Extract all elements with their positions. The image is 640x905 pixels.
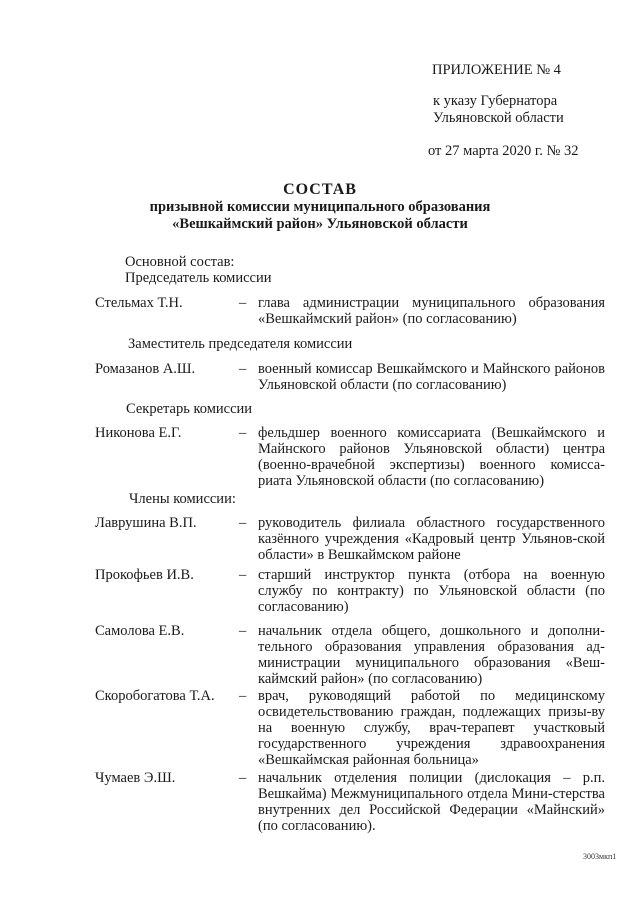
document-code: 3003мкп1 xyxy=(583,852,617,861)
dash-separator: – xyxy=(239,295,247,311)
dash-separator: – xyxy=(239,688,247,704)
document-title: СОСТАВ xyxy=(283,181,357,198)
document-subtitle-line2: «Вешкаймский район» Ульяновской области xyxy=(172,216,468,232)
section-chair: Председатель комиссии xyxy=(125,270,272,286)
section-deputy: Заместитель председателя комиссии xyxy=(128,336,353,352)
dash-separator: – xyxy=(239,623,247,639)
member-name: Скоробогатова Т.А. xyxy=(95,688,215,704)
member-name: Стельмах Т.Н. xyxy=(95,295,183,311)
member-name: Лаврушина В.П. xyxy=(95,515,197,531)
dash-separator: – xyxy=(239,770,247,786)
member-position: начальник отдела общего, дошкольного и дополни-тельного образования управления образования ад-министрации муниципального образования «Веш-каймский район» (по согласованию) xyxy=(258,623,605,687)
appendix-number: ПРИЛОЖЕНИЕ № 4 xyxy=(432,62,561,78)
member-position: начальник отделения полиции (дислокация – р.п. Вешкайма) Межмуниципального отдела Мини-стерства внутренних дел Российской Федерации «Майнский» (по согласованию). xyxy=(258,770,605,834)
decree-date: от 27 марта 2020 г. № 32 xyxy=(428,143,579,159)
member-position: фельдшер военного комиссариата (Вешкаймского и Майнского районов Ульяновской области) центра (военно-врачебной экспертизы) военного комисса-риата Ульяновской области (по согласованию) xyxy=(258,425,605,489)
member-name: Самолова Е.В. xyxy=(95,623,185,639)
member-position: старший инструктор пункта (отбора на военную службу по контракту) по Ульяновской области (по согласованию) xyxy=(258,567,605,615)
section-secretary: Секретарь комиссии xyxy=(126,401,253,417)
dash-separator: – xyxy=(239,425,247,441)
member-position: врач, руководящий работой по медицинскому освидетельствованию граждан, подлежащих призы-ву на военную службу, врач-терапевт участковый государственного учреждения здравоохранения «Вешкаймская районная больница» xyxy=(258,688,605,768)
decree-reference: к указу Губернатора xyxy=(433,93,558,109)
section-main-composition: Основной состав: xyxy=(125,254,235,270)
decree-region: Ульяновской области xyxy=(433,110,564,126)
dash-separator: – xyxy=(239,567,247,583)
member-position: руководитель филиала областного государственного казённого учреждения «Кадровый центр Ульянов-ской области» в Вешкаймском районе xyxy=(258,515,605,563)
member-name: Чумаев Э.Ш. xyxy=(95,770,176,786)
document-subtitle-line1: призывной комиссии муниципального образования xyxy=(149,199,491,215)
member-position: военный комиссар Вешкаймского и Майнского районов Ульяновской области (по согласованию) xyxy=(258,361,605,393)
member-name: Никонова Е.Г. xyxy=(95,425,182,441)
member-name: Ромазанов А.Ш. xyxy=(95,361,196,377)
member-position: глава администрации муниципального образования «Вешкаймский район» (по согласованию) xyxy=(258,295,605,327)
section-members: Члены комиссии: xyxy=(129,491,236,507)
member-name: Прокофьев И.В. xyxy=(95,567,194,583)
dash-separator: – xyxy=(239,361,247,377)
dash-separator: – xyxy=(239,515,247,531)
